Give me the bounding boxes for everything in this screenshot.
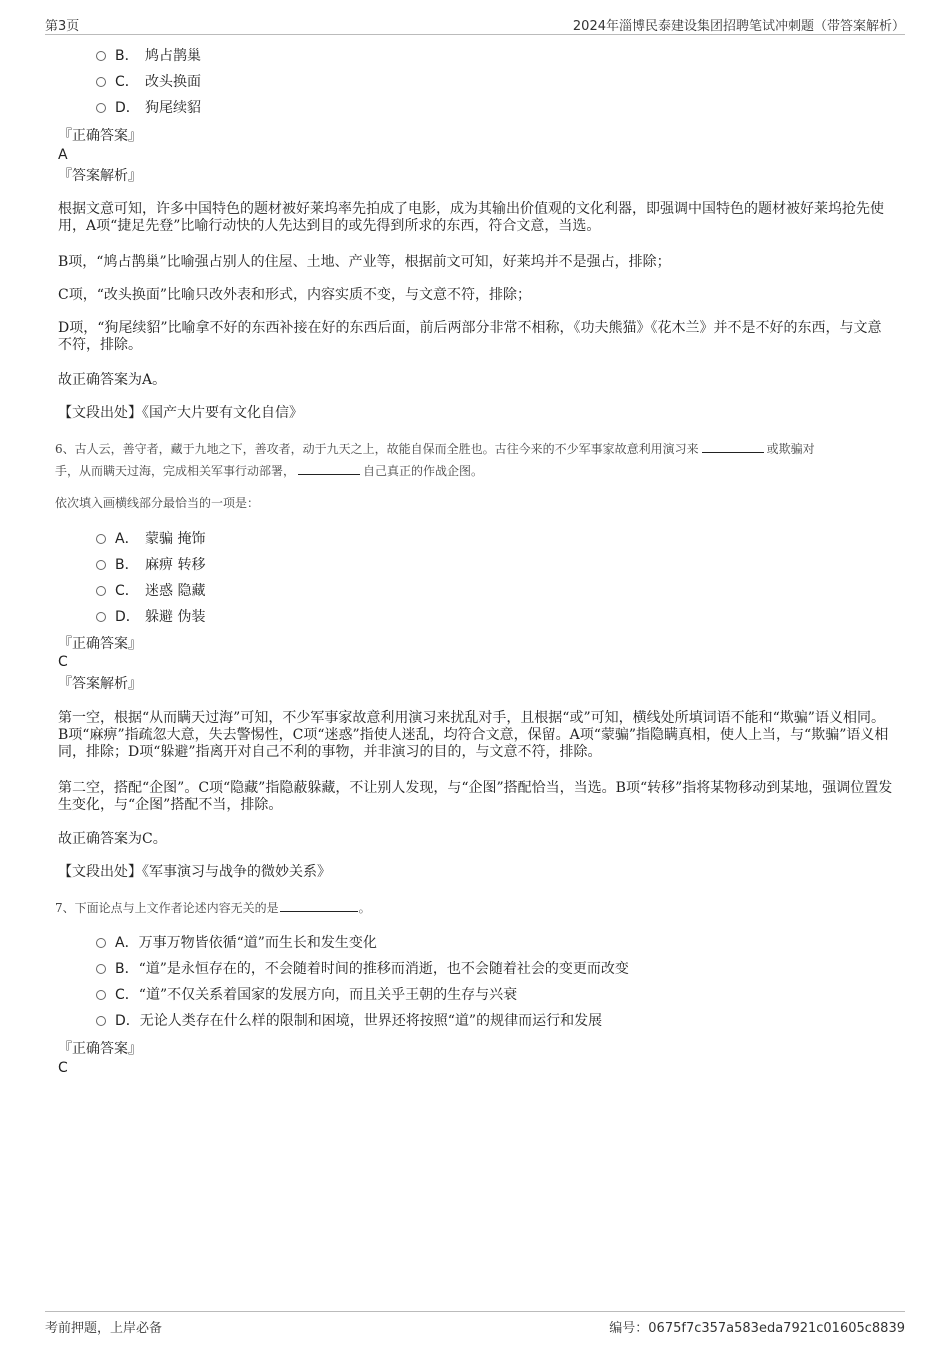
q6-option-c[interactable]: C． 迷惑 隐藏 (96, 580, 205, 602)
q7-answer: C (58, 1060, 68, 1076)
q5-conclusion: 故正确答案为A。 (58, 372, 167, 388)
q5-analysis-paragraph-4: D项，“狗尾续貂”比喻拿不好的东西补接在好的东西后面，前后两部分非常不相称，《功夫熊猫》《花木兰》并不是不好的东西，与文意不符，排除。 (58, 320, 882, 353)
radio-icon[interactable] (96, 612, 106, 622)
radio-icon[interactable] (96, 51, 106, 61)
q6-source: 【文段出处】《军事演习与战争的微妙关系》 (58, 864, 331, 880)
document-id: 编号：0675f7c357a583eda7921c01605c8839 (609, 1321, 905, 1336)
q6-option-d[interactable]: D． 躲避 伪装 (96, 606, 205, 628)
q5-analysis-paragraph-1: 根据文意可知，许多中国特色的题材被好莱坞率先拍成了电影，成为其输出价值观的文化利器，即强调中国特色的题材被好莱坞抢先使用，A项“捷足先登”比喻行动快的人先达到目的或先得到所求的东西，符合文意，当选。 (58, 201, 884, 234)
radio-icon[interactable] (96, 586, 106, 596)
radio-icon[interactable] (96, 938, 106, 948)
document-title: 2024年淄博民泰建设集团招聘笔试冲刺题（带答案解析） (572, 19, 905, 34)
q5-analysis-paragraph-2: B项，“鸠占鹊巢”比喻强占别人的住屋、土地、产业等，根据前文可知，好莱坞并不是强占，排除； (58, 254, 671, 270)
q5-option-d[interactable]: D． 狗尾续貂 (96, 97, 201, 119)
radio-icon[interactable] (96, 1016, 106, 1026)
q5-analysis-paragraph-3: C项，“改头换面”比喻只改外表和形式，内容实质不变，与文意不符，排除； (58, 287, 532, 303)
fill-blank (280, 899, 358, 912)
radio-icon[interactable] (96, 103, 106, 113)
q6-answer-label: 『正确答案』 (58, 636, 142, 652)
q5-analysis-label: 『答案解析』 (58, 168, 142, 184)
q7-option-d[interactable]: D．无论人类存在什么样的限制和困境，世界还将按照“道”的规律而运行和发展 (96, 1010, 602, 1032)
page-number: 第3页 (45, 19, 80, 34)
q5-source: 【文段出处】《国产大片要有文化自信》 (58, 405, 303, 421)
footer-slogan: 考前押题，上岸必备 (45, 1321, 163, 1336)
q5-option-b[interactable]: B． 鸠占鹊巢 (96, 45, 201, 67)
fill-blank (702, 440, 764, 453)
q5-option-c[interactable]: C． 改头换面 (96, 71, 201, 93)
page-footer (45, 1311, 905, 1338)
radio-icon[interactable] (96, 560, 106, 570)
q6-conclusion: 故正确答案为C。 (58, 831, 167, 847)
q6-analysis-label: 『答案解析』 (58, 676, 142, 692)
q6-prompt: 依次填入画横线部分最恰当的一项是： (55, 496, 260, 510)
radio-icon[interactable] (96, 990, 106, 1000)
radio-icon[interactable] (96, 77, 106, 87)
q7-answer-label: 『正确答案』 (58, 1041, 142, 1057)
fill-blank (298, 462, 360, 475)
q7-option-b[interactable]: B．“道”是永恒存在的，不会随着时间的推移而消逝，也不会随着社会的变更而改变 (96, 958, 629, 980)
q6-answer: C (58, 654, 68, 670)
q7-option-a[interactable]: A．万事万物皆依循“道”而生长和发生变化 (96, 932, 377, 954)
q5-answer-label: 『正确答案』 (58, 128, 142, 144)
page-header (45, 12, 905, 35)
q6-analysis-paragraph-2: 第二空，搭配“企图”。C项“隐藏”指隐蔽躲藏，不让别人发现，与“企图”搭配恰当，当选。B项“转移”指将某物移动到某地，强调位置发生变化，与“企图”搭配不当，排除。 (58, 780, 893, 813)
q6-option-a[interactable]: A． 蒙骗 掩饰 (96, 528, 205, 550)
q6-question-text: 6、古人云，善守者，藏于九地之下，善攻者，动于九天之上，故能自保而全胜也。古往今来的不少军事家故意利用演习来 或欺骗对 手，从而瞒天过海，完成相关军事行动部署， 自己真正的作战企图。 (55, 442, 815, 478)
radio-icon[interactable] (96, 964, 106, 974)
q7-question-text: 7、下面论点与上文作者论述内容无关的是 。 (55, 901, 371, 915)
q7-option-c[interactable]: C．“道”不仅关系着国家的发展方向，而且关乎王朝的生存与兴衰 (96, 984, 517, 1006)
q5-answer: A (58, 147, 68, 163)
q6-option-b[interactable]: B． 麻痹 转移 (96, 554, 205, 576)
radio-icon[interactable] (96, 534, 106, 544)
q6-analysis-paragraph-1: 第一空，根据“从而瞒天过海”可知，不少军事家故意利用演习来扰乱对手，且根据“或”可知，横线处所填词语不能和“欺骗”语义相同。B项“麻痹”指疏忽大意，失去警惕性，C项“迷惑”指使人迷乱，均符合文意，保留。A项“蒙骗”指隐瞒真相，使人上当，与“欺骗”语义相同，排除；D项“躲避”指离开对自己不利的事物，并非演习的目的，与文意不符，排除。 (58, 710, 889, 760)
